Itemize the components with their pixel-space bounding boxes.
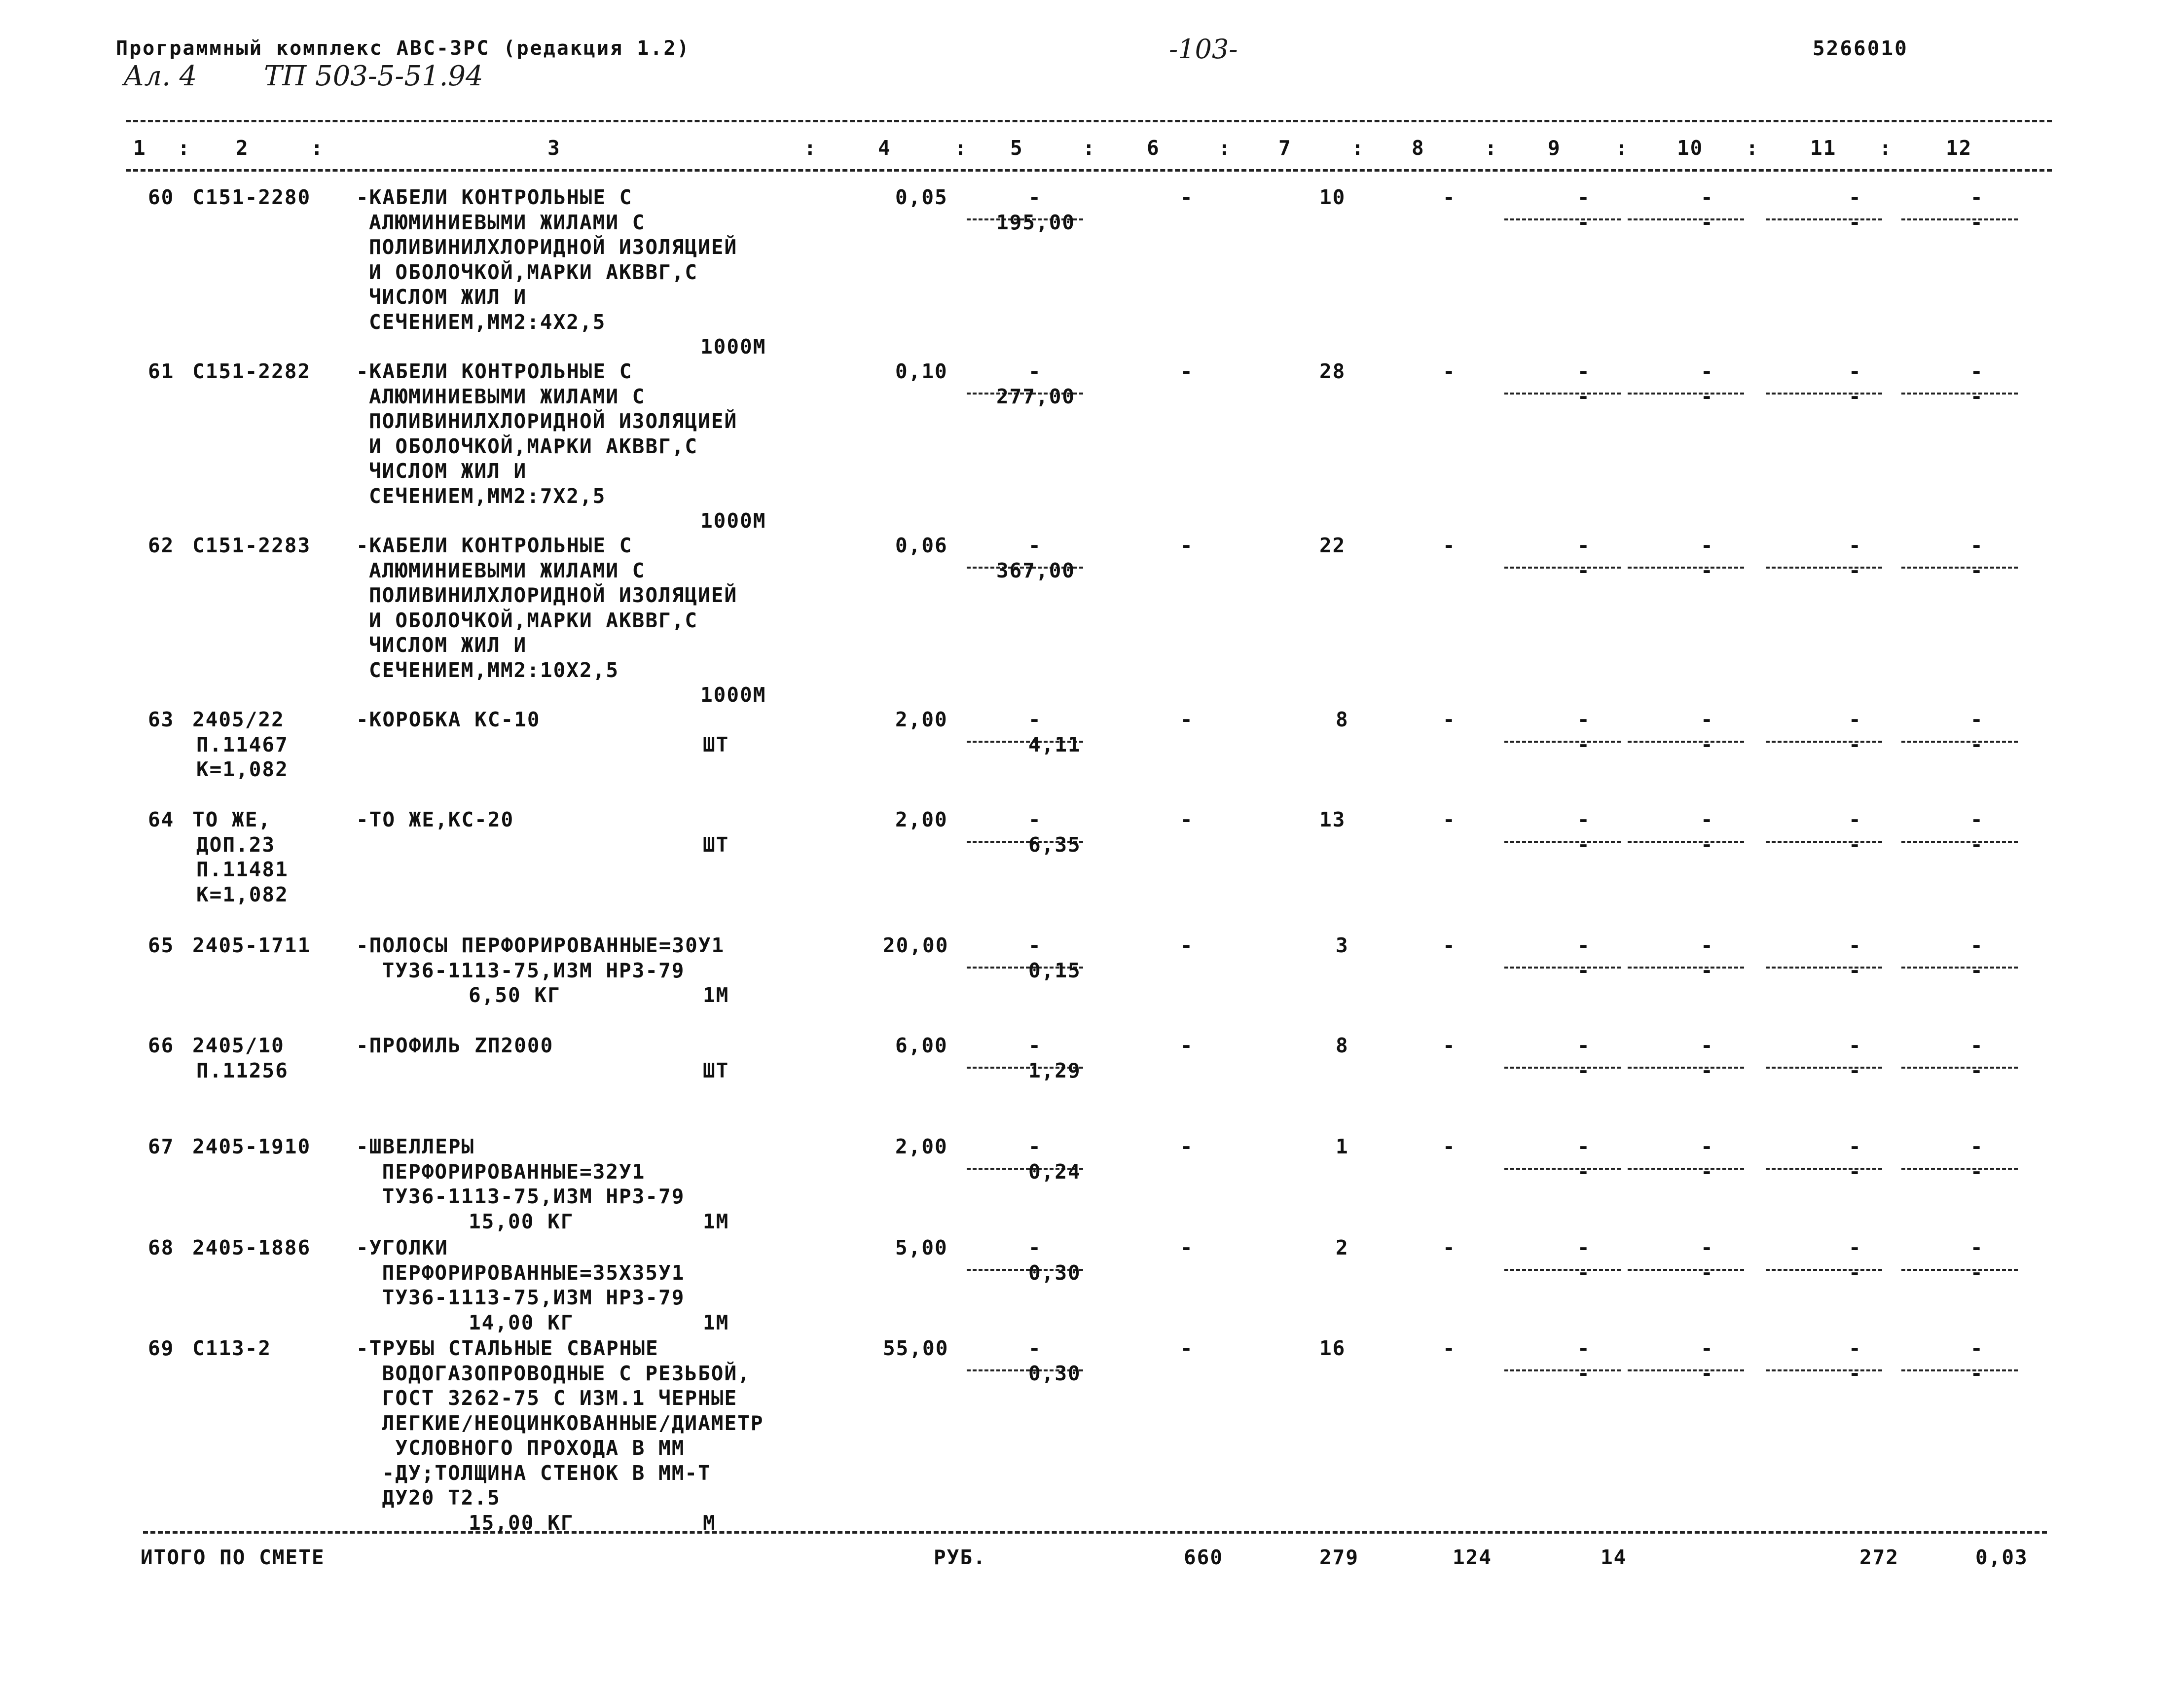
row-col6: - bbox=[1180, 359, 1194, 383]
row-col9-top: - bbox=[1577, 1236, 1591, 1259]
column-number-5: 5 bbox=[1010, 136, 1023, 160]
row-col11-bottom: - bbox=[1849, 1159, 1862, 1184]
row-code: С151-2282 bbox=[192, 359, 311, 383]
col12-divider bbox=[1901, 841, 2018, 843]
header-rule-top bbox=[126, 120, 2052, 122]
row-col5-top: - bbox=[1028, 185, 1042, 209]
row-col10-top: - bbox=[1701, 1034, 1714, 1057]
col12-divider bbox=[1901, 567, 2018, 569]
row-description: -ДУ;ТОЛЩИНА СТЕНОК В ММ-Т bbox=[369, 1461, 711, 1485]
col12-divider bbox=[1901, 741, 2018, 743]
row-col7: 22 bbox=[1319, 534, 1346, 557]
col10-divider bbox=[1628, 393, 1744, 395]
row-col9-bottom: - bbox=[1577, 1058, 1591, 1082]
row-description: АЛЮМИНИЕВЫМИ ЖИЛАМИ С bbox=[369, 384, 646, 408]
row-col9-top: - bbox=[1577, 1336, 1591, 1360]
row-description: ПЕРФОРИРОВАННЫЕ=32У1 bbox=[369, 1159, 646, 1184]
row-col5-bottom: 0,24 bbox=[1028, 1159, 1081, 1184]
col12-divider bbox=[1901, 1168, 2018, 1170]
col12-divider bbox=[1901, 967, 2018, 969]
row-code: К=1,082 bbox=[196, 882, 289, 906]
row-col8: - bbox=[1443, 185, 1456, 209]
row-quantity: 55,00 bbox=[883, 1336, 949, 1360]
row-col9-bottom: - bbox=[1577, 1361, 1591, 1385]
total-col9: 14 bbox=[1601, 1545, 1627, 1569]
column-separator: : bbox=[1218, 136, 1232, 160]
row-description: И ОБОЛОЧКОЙ,МАРКИ АКВВГ,С bbox=[369, 608, 698, 632]
row-col11-top: - bbox=[1849, 185, 1862, 209]
row-number: 68 bbox=[148, 1236, 175, 1259]
row-col9-bottom: - bbox=[1577, 384, 1591, 408]
row-col10-top: - bbox=[1701, 1336, 1714, 1360]
row-quantity: 5,00 bbox=[895, 1236, 948, 1259]
row-col11-top: - bbox=[1849, 808, 1862, 831]
row-col6: - bbox=[1180, 708, 1194, 731]
row-quantity: 0,10 bbox=[895, 359, 948, 383]
row-col8: - bbox=[1443, 359, 1456, 383]
row-col9-top: - bbox=[1577, 185, 1591, 209]
column-number-4: 4 bbox=[878, 136, 891, 160]
row-col7: 8 bbox=[1336, 1034, 1349, 1057]
row-col9-bottom: - bbox=[1577, 558, 1591, 582]
row-quantity: 6,00 bbox=[895, 1034, 948, 1057]
col12-divider bbox=[1901, 1269, 2018, 1271]
row-col6: - bbox=[1180, 934, 1194, 957]
row-col7: 10 bbox=[1319, 185, 1346, 209]
row-quantity: 0,05 bbox=[895, 185, 948, 209]
col11-divider bbox=[1766, 218, 1882, 220]
row-col8: - bbox=[1443, 934, 1456, 957]
row-code: 2405/10 bbox=[192, 1034, 285, 1057]
table-rule-bottom bbox=[143, 1531, 2047, 1534]
row-col12-bottom: - bbox=[1970, 1361, 1984, 1385]
row-col5-top: - bbox=[1028, 1336, 1042, 1360]
row-description: И ОБОЛОЧКОЙ,МАРКИ АКВВГ,С bbox=[369, 434, 698, 458]
row-col11-top: - bbox=[1849, 534, 1862, 557]
col11-divider bbox=[1766, 1168, 1882, 1170]
col9-divider bbox=[1504, 393, 1621, 395]
row-col6: - bbox=[1180, 1034, 1194, 1057]
row-col12-top: - bbox=[1970, 1336, 1984, 1360]
row-description: ПОЛИВИНИЛХЛОРИДНОЙ ИЗОЛЯЦИЕЙ bbox=[369, 583, 738, 607]
row-description: СЕЧЕНИЕМ,ММ2:4Х2,5 bbox=[369, 310, 606, 334]
row-description: ЧИСЛОМ ЖИЛ И bbox=[369, 633, 527, 657]
row-description: ЛЕГКИЕ/НЕОЦИНКОВАННЫЕ/ДИАМЕТР bbox=[369, 1411, 764, 1435]
row-col9-bottom: - bbox=[1577, 210, 1591, 234]
col12-divider bbox=[1901, 1067, 2018, 1069]
row-col9-top: - bbox=[1577, 359, 1591, 383]
row-col12-top: - bbox=[1970, 534, 1984, 557]
row-code: ТО ЖЕ, bbox=[192, 808, 272, 831]
row-col5-top: - bbox=[1028, 534, 1042, 557]
column-separator: : bbox=[1351, 136, 1365, 160]
col11-divider bbox=[1766, 393, 1882, 395]
col11-divider bbox=[1766, 967, 1882, 969]
row-description: ТУ36-1113-75,ИЗМ НР3-79 bbox=[369, 1185, 685, 1208]
row-code: П.11467 bbox=[196, 732, 289, 756]
row-quantity: 2,00 bbox=[895, 1135, 948, 1158]
row-unit: ШТ bbox=[703, 732, 729, 756]
row-number: 67 bbox=[148, 1135, 175, 1158]
row-col12-top: - bbox=[1970, 185, 1984, 209]
row-code: С151-2283 bbox=[192, 534, 311, 557]
row-col7: 13 bbox=[1319, 808, 1346, 831]
row-col5-bottom: 6,35 bbox=[1028, 832, 1081, 857]
row-col5-bottom: 1,29 bbox=[1028, 1058, 1081, 1082]
row-col9-top: - bbox=[1577, 534, 1591, 557]
row-col6: - bbox=[1180, 1135, 1194, 1158]
project-code: ТП 503-5-51.94 bbox=[264, 60, 483, 92]
row-unit: 1М bbox=[703, 1209, 729, 1233]
row-col9-top: - bbox=[1577, 1135, 1591, 1158]
column-number-7: 7 bbox=[1278, 136, 1292, 160]
row-description: ДУ20 Т2.5 bbox=[369, 1486, 501, 1509]
total-label: ИТОГО ПО СМЕТЕ bbox=[141, 1545, 325, 1569]
row-description: ТУ36-1113-75,ИЗМ НР3-79 bbox=[369, 1286, 685, 1309]
row-col5-top: - bbox=[1028, 1135, 1042, 1158]
row-col6: - bbox=[1180, 1336, 1194, 1360]
row-description: ЧИСЛОМ ЖИЛ И bbox=[369, 459, 527, 483]
row-col11-bottom: - bbox=[1849, 384, 1862, 408]
row-col12-bottom: - bbox=[1970, 1159, 1984, 1184]
row-col9-bottom: - bbox=[1577, 1260, 1591, 1285]
row-description: -УГОЛКИ bbox=[356, 1236, 448, 1259]
row-col10-top: - bbox=[1701, 185, 1714, 209]
row-col10-top: - bbox=[1701, 808, 1714, 831]
row-col10-bottom: - bbox=[1701, 558, 1714, 582]
col9-divider bbox=[1504, 1369, 1621, 1371]
row-col12-top: - bbox=[1970, 1135, 1984, 1158]
row-col10-bottom: - bbox=[1701, 210, 1714, 234]
row-col10-top: - bbox=[1701, 1135, 1714, 1158]
document-code: 5266010 bbox=[1813, 36, 1908, 60]
row-code: 2405-1910 bbox=[192, 1135, 311, 1158]
row-quantity: 0,06 bbox=[895, 534, 948, 557]
col10-divider bbox=[1628, 967, 1744, 969]
row-col12-top: - bbox=[1970, 359, 1984, 383]
row-description: СЕЧЕНИЕМ,ММ2:7Х2,5 bbox=[369, 484, 606, 508]
row-col11-top: - bbox=[1849, 1135, 1862, 1158]
row-col10-top: - bbox=[1701, 934, 1714, 957]
total-col8: 124 bbox=[1453, 1545, 1492, 1569]
row-col9-bottom: - bbox=[1577, 732, 1591, 756]
column-number-6: 6 bbox=[1147, 136, 1160, 160]
row-description: ЧИСЛОМ ЖИЛ И bbox=[369, 285, 527, 309]
row-col10-top: - bbox=[1701, 708, 1714, 731]
column-number-1: 1 bbox=[133, 136, 146, 160]
row-code: С151-2280 bbox=[192, 185, 311, 209]
row-col10-bottom: - bbox=[1701, 384, 1714, 408]
program-title: Программный комплекс АВС-ЗРС (редакция 1.2) bbox=[116, 37, 691, 60]
row-unit: 1000М bbox=[700, 509, 766, 533]
row-code: 2405-1711 bbox=[192, 934, 311, 957]
row-col8: - bbox=[1443, 708, 1456, 731]
column-number-9: 9 bbox=[1548, 136, 1561, 160]
row-col10-bottom: - bbox=[1701, 732, 1714, 756]
col10-divider bbox=[1628, 1067, 1744, 1069]
row-col7: 2 bbox=[1336, 1236, 1349, 1259]
row-description: ГОСТ 3262-75 С ИЗМ.1 ЧЕРНЫЕ bbox=[369, 1386, 738, 1410]
total-col6: 660 bbox=[1184, 1545, 1224, 1569]
row-col6: - bbox=[1180, 185, 1194, 209]
row-description: ПОЛИВИНИЛХЛОРИДНОЙ ИЗОЛЯЦИЕЙ bbox=[369, 409, 738, 433]
col11-divider bbox=[1766, 1369, 1882, 1371]
row-col10-bottom: - bbox=[1701, 1159, 1714, 1184]
row-col5-top: - bbox=[1028, 1034, 1042, 1057]
row-unit: 1М bbox=[703, 1310, 729, 1334]
row-col10-bottom: - bbox=[1701, 832, 1714, 857]
column-separator: : bbox=[178, 136, 191, 160]
row-col9-bottom: - bbox=[1577, 958, 1591, 982]
row-col11-top: - bbox=[1849, 1336, 1862, 1360]
row-col6: - bbox=[1180, 808, 1194, 831]
row-weight: 15,00 КГ bbox=[469, 1209, 574, 1233]
row-col10-bottom: - bbox=[1701, 1260, 1714, 1285]
row-col7: 16 bbox=[1319, 1336, 1346, 1360]
col10-divider bbox=[1628, 1269, 1744, 1271]
col9-divider bbox=[1504, 1067, 1621, 1069]
total-col7: 279 bbox=[1319, 1545, 1359, 1569]
row-description: -ТО ЖЕ,КС-20 bbox=[356, 808, 514, 831]
row-code: С113-2 bbox=[192, 1336, 272, 1360]
row-description: -ПРОФИЛЬ ZП2000 bbox=[356, 1034, 554, 1057]
col11-divider bbox=[1766, 1269, 1882, 1271]
row-quantity: 2,00 bbox=[895, 808, 948, 831]
row-col5-top: - bbox=[1028, 808, 1042, 831]
row-unit: 1000М bbox=[700, 683, 766, 707]
row-col11-bottom: - bbox=[1849, 732, 1862, 756]
row-description: ПОЛИВИНИЛХЛОРИДНОЙ ИЗОЛЯЦИЕЙ bbox=[369, 235, 738, 259]
row-col8: - bbox=[1443, 808, 1456, 831]
col11-divider bbox=[1766, 567, 1882, 569]
row-col11-bottom: - bbox=[1849, 1058, 1862, 1082]
column-separator: : bbox=[954, 136, 968, 160]
column-separator: : bbox=[1615, 136, 1629, 160]
row-description: -КАБЕЛИ КОНТРОЛЬНЫЕ С bbox=[356, 359, 633, 383]
row-col6: - bbox=[1180, 534, 1194, 557]
row-number: 63 bbox=[148, 708, 175, 731]
row-col8: - bbox=[1443, 1034, 1456, 1057]
row-description: -КАБЕЛИ КОНТРОЛЬНЫЕ С bbox=[356, 534, 633, 557]
row-description: ТУ36-1113-75,ИЗМ НР3-79 bbox=[369, 958, 685, 982]
header-rule-bottom bbox=[126, 169, 2052, 172]
col10-divider bbox=[1628, 567, 1744, 569]
row-col11-top: - bbox=[1849, 1236, 1862, 1259]
row-unit: ШТ bbox=[703, 832, 729, 857]
row-number: 64 bbox=[148, 808, 175, 831]
row-number: 66 bbox=[148, 1034, 175, 1057]
row-col12-bottom: - bbox=[1970, 832, 1984, 857]
row-number: 65 bbox=[148, 934, 175, 957]
row-code: П.11481 bbox=[196, 858, 289, 881]
row-code: К=1,082 bbox=[196, 757, 289, 781]
column-number-3: 3 bbox=[547, 136, 561, 160]
total-col11: 272 bbox=[1859, 1545, 1899, 1569]
row-weight: 14,00 КГ bbox=[469, 1310, 574, 1334]
col12-divider bbox=[1901, 393, 2018, 395]
row-col12-bottom: - bbox=[1970, 210, 1984, 234]
row-col12-top: - bbox=[1970, 1236, 1984, 1259]
row-col11-top: - bbox=[1849, 359, 1862, 383]
row-col5-bottom: 0,15 bbox=[1028, 958, 1081, 982]
row-col12-bottom: - bbox=[1970, 1260, 1984, 1285]
row-col5-top: - bbox=[1028, 708, 1042, 731]
row-code: 2405/22 bbox=[192, 708, 285, 731]
row-col12-top: - bbox=[1970, 808, 1984, 831]
col9-divider bbox=[1504, 1168, 1621, 1170]
row-col8: - bbox=[1443, 1336, 1456, 1360]
col11-divider bbox=[1766, 1067, 1882, 1069]
row-description: УСЛОВНОГО ПРОХОДА В ММ bbox=[369, 1436, 685, 1460]
row-col5-bottom: 277,00 bbox=[996, 384, 1076, 408]
row-col9-top: - bbox=[1577, 708, 1591, 731]
col12-divider bbox=[1901, 218, 2018, 220]
row-col10-top: - bbox=[1701, 534, 1714, 557]
row-col12-bottom: - bbox=[1970, 384, 1984, 408]
row-description: -ПОЛОСЫ ПЕРФОРИРОВАННЫЕ=30У1 bbox=[356, 934, 725, 957]
row-col12-bottom: - bbox=[1970, 1058, 1984, 1082]
row-col9-bottom: - bbox=[1577, 832, 1591, 857]
row-code: 2405-1886 bbox=[192, 1236, 311, 1259]
column-separator: : bbox=[1746, 136, 1759, 160]
row-col12-top: - bbox=[1970, 934, 1984, 957]
row-description: ПЕРФОРИРОВАННЫЕ=35Х35У1 bbox=[369, 1260, 685, 1285]
row-weight: 15,00 КГ bbox=[469, 1510, 574, 1535]
row-col7: 8 bbox=[1336, 708, 1349, 731]
row-col10-top: - bbox=[1701, 359, 1714, 383]
column-separator: : bbox=[1485, 136, 1498, 160]
row-description: -КАБЕЛИ КОНТРОЛЬНЫЕ С bbox=[356, 185, 633, 209]
row-col9-top: - bbox=[1577, 1034, 1591, 1057]
row-col7: 28 bbox=[1319, 359, 1346, 383]
col9-divider bbox=[1504, 567, 1621, 569]
row-col5-bottom: 0,30 bbox=[1028, 1260, 1081, 1285]
row-col11-bottom: - bbox=[1849, 558, 1862, 582]
column-number-11: 11 bbox=[1810, 136, 1837, 160]
row-col12-bottom: - bbox=[1970, 732, 1984, 756]
row-col10-bottom: - bbox=[1701, 958, 1714, 982]
col10-divider bbox=[1628, 1168, 1744, 1170]
row-col11-bottom: - bbox=[1849, 958, 1862, 982]
col10-divider bbox=[1628, 841, 1744, 843]
row-col5-top: - bbox=[1028, 934, 1042, 957]
row-col11-bottom: - bbox=[1849, 1361, 1862, 1385]
row-col8: - bbox=[1443, 534, 1456, 557]
sheet-note: Ал. 4 bbox=[123, 60, 197, 92]
total-col12: 0,03 bbox=[1975, 1545, 2028, 1569]
column-number-12: 12 bbox=[1946, 136, 1972, 160]
row-col11-top: - bbox=[1849, 708, 1862, 731]
total-currency: РУБ. bbox=[934, 1545, 986, 1569]
column-separator: : bbox=[311, 136, 324, 160]
row-description: -ТРУБЫ СТАЛЬНЫЕ СВАРНЫЕ bbox=[356, 1336, 659, 1360]
col10-divider bbox=[1628, 1369, 1744, 1371]
row-col11-top: - bbox=[1849, 1034, 1862, 1057]
row-description: -ШВЕЛЛЕРЫ bbox=[356, 1135, 475, 1158]
row-weight: 6,50 КГ bbox=[469, 983, 561, 1007]
column-separator: : bbox=[804, 136, 817, 160]
row-col10-bottom: - bbox=[1701, 1361, 1714, 1385]
row-col11-bottom: - bbox=[1849, 210, 1862, 234]
col9-divider bbox=[1504, 967, 1621, 969]
row-col11-bottom: - bbox=[1849, 1260, 1862, 1285]
row-description: И ОБОЛОЧКОЙ,МАРКИ АКВВГ,С bbox=[369, 260, 698, 284]
row-description: АЛЮМИНИЕВЫМИ ЖИЛАМИ С bbox=[369, 210, 646, 234]
row-description: -КОРОБКА КС-10 bbox=[356, 708, 541, 731]
row-code: ДОП.23 bbox=[196, 832, 276, 857]
column-number-10: 10 bbox=[1677, 136, 1704, 160]
column-number-8: 8 bbox=[1412, 136, 1425, 160]
row-col11-bottom: - bbox=[1849, 832, 1862, 857]
column-separator: : bbox=[1083, 136, 1096, 160]
row-col12-bottom: - bbox=[1970, 958, 1984, 982]
col10-divider bbox=[1628, 218, 1744, 220]
row-col9-bottom: - bbox=[1577, 1159, 1591, 1184]
row-code: П.11256 bbox=[196, 1058, 289, 1082]
row-unit: М bbox=[703, 1510, 716, 1535]
col9-divider bbox=[1504, 218, 1621, 220]
row-col7: 1 bbox=[1336, 1135, 1349, 1158]
page-number: -103- bbox=[1169, 34, 1238, 65]
column-number-2: 2 bbox=[236, 136, 249, 160]
row-quantity: 2,00 bbox=[895, 708, 948, 731]
row-col12-top: - bbox=[1970, 708, 1984, 731]
row-col10-top: - bbox=[1701, 1236, 1714, 1259]
row-unit: 1000М bbox=[700, 335, 766, 359]
col9-divider bbox=[1504, 741, 1621, 743]
row-col9-top: - bbox=[1577, 808, 1591, 831]
row-number: 60 bbox=[148, 185, 175, 209]
row-col5-bottom: 4,11 bbox=[1028, 732, 1081, 756]
col9-divider bbox=[1504, 841, 1621, 843]
row-col9-top: - bbox=[1577, 934, 1591, 957]
row-col7: 3 bbox=[1336, 934, 1349, 957]
col11-divider bbox=[1766, 741, 1882, 743]
row-col5-top: - bbox=[1028, 1236, 1042, 1259]
row-description: АЛЮМИНИЕВЫМИ ЖИЛАМИ С bbox=[369, 558, 646, 582]
column-separator: : bbox=[1879, 136, 1893, 160]
col10-divider bbox=[1628, 741, 1744, 743]
row-col5-bottom: 195,00 bbox=[996, 210, 1076, 234]
row-col8: - bbox=[1443, 1236, 1456, 1259]
row-number: 62 bbox=[148, 534, 175, 557]
row-col11-top: - bbox=[1849, 934, 1862, 957]
row-description: ВОДОГАЗОПРОВОДНЫЕ С РЕЗЬБОЙ, bbox=[369, 1361, 751, 1385]
col12-divider bbox=[1901, 1369, 2018, 1371]
row-col6: - bbox=[1180, 1236, 1194, 1259]
row-number: 69 bbox=[148, 1336, 175, 1360]
row-col8: - bbox=[1443, 1135, 1456, 1158]
row-col5-top: - bbox=[1028, 359, 1042, 383]
col9-divider bbox=[1504, 1269, 1621, 1271]
row-description: СЕЧЕНИЕМ,ММ2:10Х2,5 bbox=[369, 658, 619, 682]
col11-divider bbox=[1766, 841, 1882, 843]
row-col10-bottom: - bbox=[1701, 1058, 1714, 1082]
row-unit: ШТ bbox=[703, 1058, 729, 1082]
row-col5-bottom: 0,30 bbox=[1028, 1361, 1081, 1385]
row-unit: 1М bbox=[703, 983, 729, 1007]
row-col12-top: - bbox=[1970, 1034, 1984, 1057]
row-col5-bottom: 367,00 bbox=[996, 558, 1076, 582]
row-number: 61 bbox=[148, 359, 175, 383]
row-quantity: 20,00 bbox=[883, 934, 949, 957]
row-col12-bottom: - bbox=[1970, 558, 1984, 582]
